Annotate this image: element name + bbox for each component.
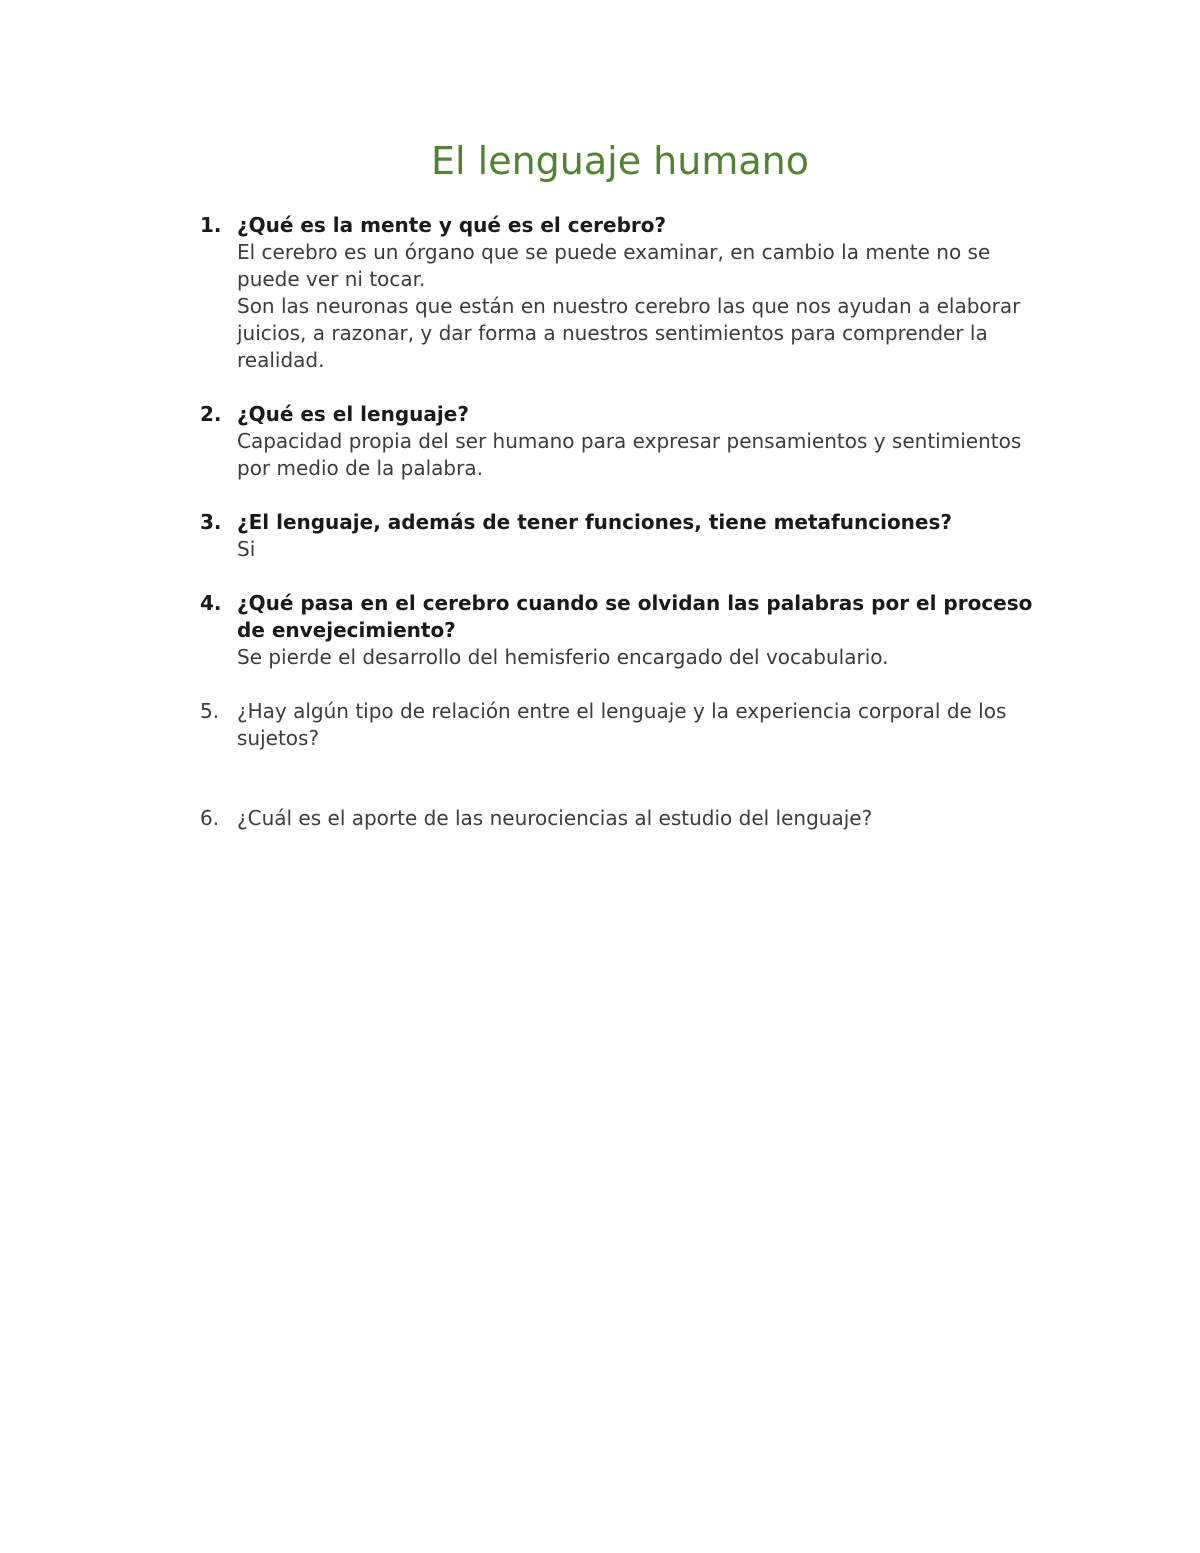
question-number: 4. — [200, 591, 222, 615]
question-item-6 — [200, 805, 1040, 832]
question-text: ¿El lenguaje, además de tener funciones, tiene metafunciones? — [237, 510, 952, 534]
question-item-4 — [200, 590, 1040, 671]
answer-line: Si — [237, 537, 256, 561]
question-number: 5. — [200, 699, 220, 723]
question-number: 6. — [200, 806, 220, 830]
answer-line: Se pierde el desarrollo del hemisferio encargado del vocabulario. — [237, 645, 889, 669]
question-text: ¿Qué es el lenguaje? — [237, 402, 469, 426]
question-number: 1. — [200, 213, 222, 237]
document-title: El lenguaje humano — [431, 139, 809, 183]
answer-line: Capacidad propia del ser humano para expresar pensamientos y sentimientos por medio de la palabra. — [237, 429, 1022, 480]
question-text: ¿Cuál es el aporte de las neurociencias al estudio del lenguaje? — [237, 806, 873, 830]
question-item-5 — [200, 698, 1040, 752]
question-number: 3. — [200, 510, 222, 534]
question-number: 2. — [200, 402, 222, 426]
question-item-3 — [200, 509, 1040, 563]
answer-line: Son las neuronas que están en nuestro cerebro las que nos ayudan a elaborar juicios, a razonar, y dar forma a nuestros sentimientos para comprender la realidad. — [237, 294, 1021, 372]
answer-line: El cerebro es un órgano que se puede examinar, en cambio la mente no se puede ver ni tocar. — [237, 240, 991, 291]
question-text: ¿Hay algún tipo de relación entre el lenguaje y la experiencia corporal de los sujetos? — [237, 699, 1007, 750]
question-text: ¿Qué es la mente y qué es el cerebro? — [237, 213, 667, 237]
question-item-1 — [200, 212, 1040, 374]
question-text: ¿Qué pasa en el cerebro cuando se olvidan las palabras por el proceso de envejecimiento? — [237, 591, 1033, 642]
question-item-2 — [200, 401, 1040, 482]
question-list — [200, 212, 1040, 832]
